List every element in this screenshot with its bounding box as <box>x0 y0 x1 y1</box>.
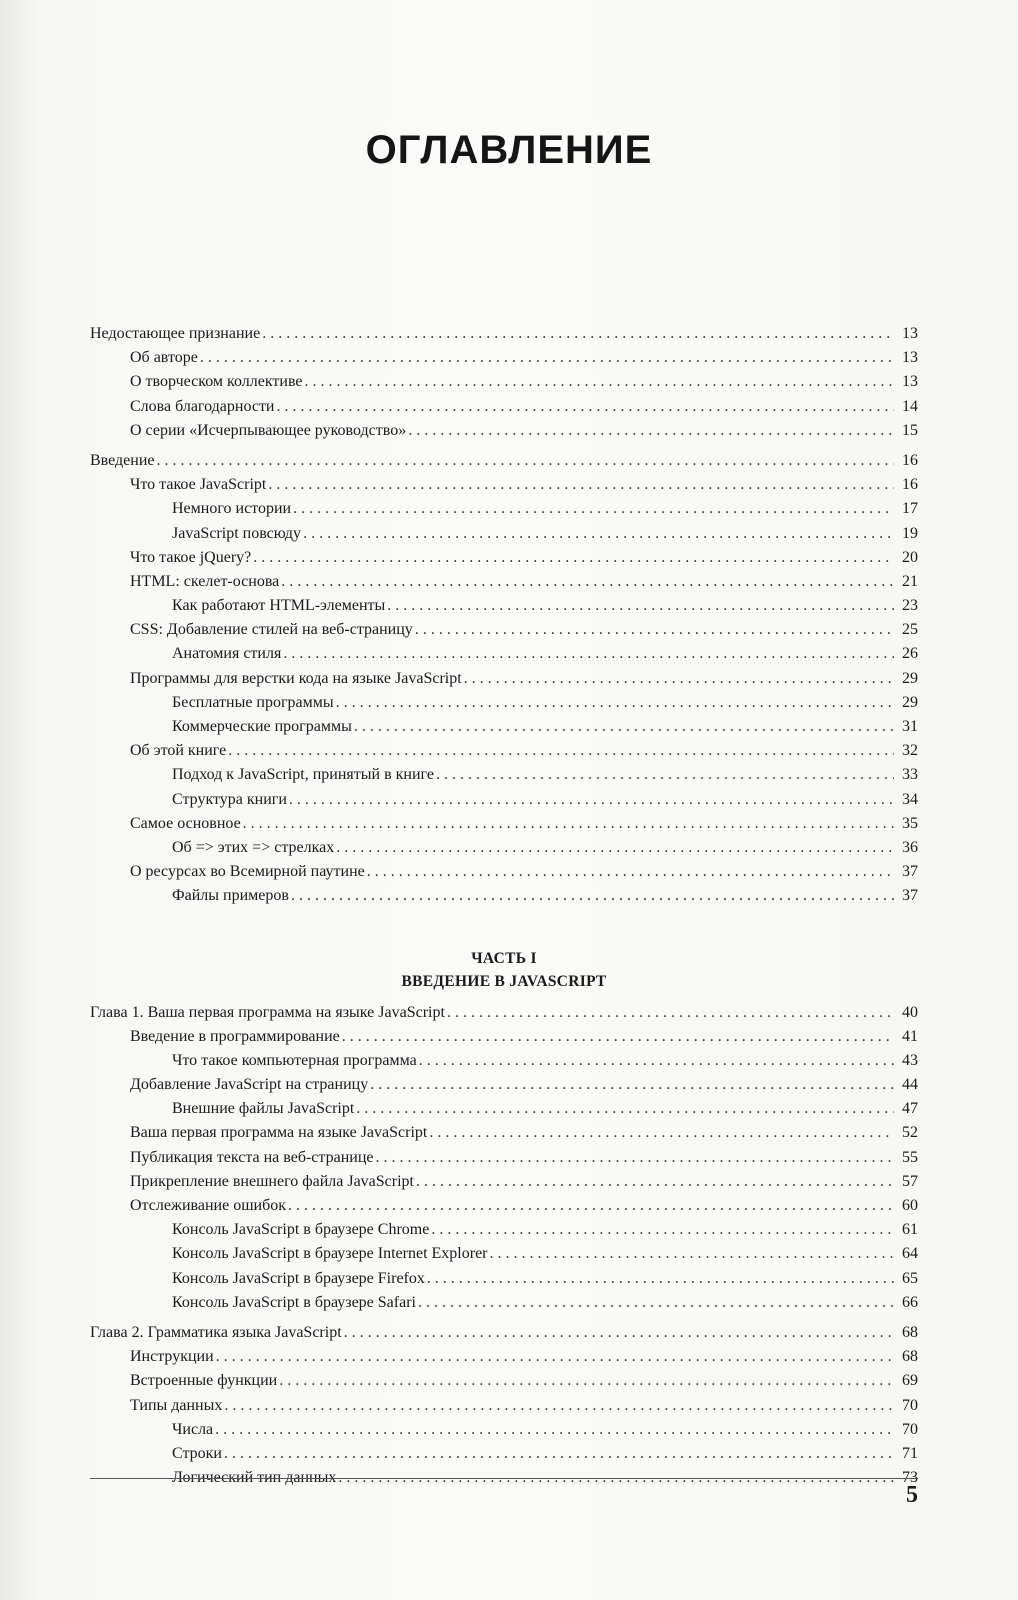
toc-entry[interactable] <box>90 836 918 860</box>
toc-entry-label: Введение в программирование <box>130 1027 340 1045</box>
toc-entry-page: 70 <box>902 1396 918 1414</box>
toc-leader-dots <box>429 1121 894 1145</box>
toc-entry[interactable] <box>90 812 918 836</box>
toc-entry[interactable] <box>90 1073 918 1097</box>
toc-entry-label: Прикрепление внешнего файла JavaScript <box>130 1172 414 1190</box>
toc-entry-page: 44 <box>902 1076 918 1094</box>
toc-entry[interactable] <box>90 1267 918 1291</box>
toc-entry[interactable] <box>90 1242 918 1266</box>
toc-entry[interactable] <box>90 322 918 346</box>
toc-entry-label: Встроенные функции <box>130 1372 278 1390</box>
toc-leader-dots <box>354 715 894 739</box>
toc-entry-label: Строки <box>172 1444 222 1462</box>
toc-entry-label: Немного истории <box>172 500 292 518</box>
toc-entry[interactable] <box>90 1049 918 1073</box>
toc-entry-page: 60 <box>902 1197 918 1214</box>
toc-entry-label: Числа <box>172 1420 214 1438</box>
toc-entry-page: 43 <box>902 1051 918 1069</box>
toc-entry[interactable] <box>90 1291 918 1315</box>
toc-entry-label: Об этой книге <box>130 742 227 760</box>
toc-leader-dots <box>305 370 894 394</box>
toc-entry-page: 19 <box>902 524 918 542</box>
toc-leader-dots <box>342 1025 894 1049</box>
toc-entry-label: О серии «Исчерпывающее руководство» <box>130 421 407 439</box>
toc-entry-page: 23 <box>902 597 918 615</box>
toc-leader-dots <box>344 1321 894 1345</box>
page-number: 5 <box>906 1482 918 1508</box>
toc-entry-page: 13 <box>902 373 918 391</box>
toc-entry[interactable] <box>90 1025 918 1049</box>
toc-entry-page: 13 <box>902 325 918 342</box>
toc-section-front-matter <box>90 322 918 443</box>
toc-entry[interactable] <box>90 667 918 691</box>
toc-leader-dots <box>157 449 895 473</box>
toc-entry-label: Недостающее признание <box>90 325 261 342</box>
toc-entry-page: 36 <box>902 838 918 856</box>
toc-leader-dots <box>356 1097 894 1121</box>
toc-entry-label: Инструкции <box>130 1348 214 1366</box>
toc-leader-dots <box>464 667 894 691</box>
toc-entry-page: 73 <box>902 1469 918 1487</box>
toc-entry-label: Подход к JavaScript, принятый в книге <box>172 766 434 784</box>
toc-entry[interactable] <box>90 346 918 370</box>
toc-entry-label: Слова благодарности <box>130 397 275 415</box>
toc-entry-label: CSS: Добавление стилей на веб-страницу <box>130 621 413 639</box>
toc-leader-dots <box>336 836 894 860</box>
footer-divider <box>90 1478 918 1479</box>
toc-entry-page: 40 <box>902 1003 918 1021</box>
toc-entry-page: 34 <box>902 790 918 808</box>
toc-leader-dots <box>277 395 895 419</box>
toc-entry-page: 21 <box>902 572 918 590</box>
toc-leader-dots <box>224 1394 894 1418</box>
toc-entry[interactable] <box>90 522 918 546</box>
toc-leader-dots <box>289 788 894 812</box>
toc-leader-dots <box>253 546 894 570</box>
toc-entry[interactable] <box>90 860 918 884</box>
toc-entry-label: Об => этих => стрелках <box>172 838 335 856</box>
toc-entry-label: HTML: скелет-основа <box>130 572 280 590</box>
toc-entry-label: Логический тип данных <box>172 1469 337 1487</box>
toc-entry-label: Консоль JavaScript в браузере Firefox <box>172 1269 425 1287</box>
toc-entry-page: 14 <box>902 397 918 415</box>
toc-leader-dots <box>200 346 894 370</box>
toc-entry-label: Публикация текста на веб-странице <box>130 1148 374 1166</box>
toc-entry-page: 32 <box>902 742 918 760</box>
toc-leader-dots <box>375 1146 894 1170</box>
toc-entry-label: Отслеживание ошибок <box>130 1197 287 1214</box>
toc-entry-label: Введение <box>90 451 155 469</box>
part-number: ЧАСТЬ I <box>471 949 537 967</box>
toc-entry[interactable] <box>90 497 918 521</box>
toc-entry[interactable] <box>90 1218 918 1242</box>
toc-entry-page: 64 <box>902 1245 918 1263</box>
toc-entry-label: Анатомия стиля <box>172 645 282 663</box>
toc-entry-page: 57 <box>902 1172 918 1190</box>
toc-entry-page: 68 <box>902 1348 918 1366</box>
toc-entry-page: 29 <box>902 669 918 687</box>
toc-leader-dots <box>224 1442 894 1466</box>
toc-entry-label: Структура книги <box>172 790 287 808</box>
toc-chapter-1 <box>90 1001 918 1315</box>
toc-entry-label: Об авторе <box>130 349 198 367</box>
toc-entry[interactable] <box>90 1345 918 1369</box>
toc-entry-page: 61 <box>902 1221 918 1239</box>
toc-entry[interactable] <box>90 570 918 594</box>
toc-entry-page: 20 <box>902 548 918 566</box>
toc-leader-dots <box>370 1073 894 1097</box>
toc-entry-page: 16 <box>902 476 918 494</box>
toc-leader-dots <box>283 642 894 666</box>
toc-entry-page: 31 <box>902 718 918 735</box>
toc-entry-page: 41 <box>902 1027 918 1045</box>
toc-entry-page: 37 <box>902 863 918 881</box>
toc-leader-dots <box>336 691 894 715</box>
toc-entry[interactable] <box>90 1369 918 1393</box>
toc-entry[interactable] <box>90 419 918 443</box>
toc-leader-dots <box>293 497 894 521</box>
toc-leader-dots <box>288 1194 894 1218</box>
toc-entry-label: Консоль JavaScript в браузере Safari <box>172 1293 416 1311</box>
toc-entry[interactable] <box>90 1394 918 1418</box>
toc-entry-page: 66 <box>902 1293 918 1311</box>
toc-entry-page: 70 <box>902 1420 918 1438</box>
toc-entry-label: О творческом коллективе <box>130 373 303 391</box>
toc-entry-page: 35 <box>902 814 918 832</box>
toc-entry[interactable] <box>90 370 918 394</box>
toc-entry-label: О ресурсах во Всемирной паутине <box>130 863 365 881</box>
toc-leader-dots <box>387 594 894 618</box>
toc-chapter-2 <box>90 1321 918 1490</box>
toc-entry[interactable] <box>90 594 918 618</box>
toc-entry[interactable] <box>90 763 918 787</box>
toc-entry-page: 52 <box>902 1124 918 1142</box>
toc-leader-dots <box>215 1418 894 1442</box>
toc-leader-dots <box>447 1001 894 1025</box>
toc-entry[interactable] <box>90 1321 918 1345</box>
toc-leader-dots <box>243 812 894 836</box>
toc-entry[interactable] <box>90 788 918 812</box>
toc-entry-page: 26 <box>902 645 918 663</box>
toc-entry-label: Файлы примеров <box>172 887 289 905</box>
toc-entry-label: Как работают HTML-элементы <box>172 597 386 615</box>
toc-entry-page: 37 <box>902 887 918 905</box>
toc-entry-label: Коммерческие программы <box>172 718 352 735</box>
toc-entry-page: 16 <box>902 451 918 469</box>
toc-leader-dots <box>418 1291 894 1315</box>
toc-entry[interactable] <box>90 449 918 473</box>
toc-entry-label: Консоль JavaScript в браузере Chrome <box>172 1221 430 1239</box>
toc-entry-page: 65 <box>902 1269 918 1287</box>
toc-leader-dots <box>436 763 894 787</box>
toc-entry-label: Бесплатные программы <box>172 693 334 711</box>
toc-entry-page: 17 <box>902 500 918 518</box>
toc-entry-page: 13 <box>902 349 918 367</box>
toc-leader-dots <box>490 1242 895 1266</box>
toc-entry-label: Самое основное <box>130 814 241 832</box>
toc-leader-dots <box>281 570 894 594</box>
toc-entry[interactable] <box>90 1442 918 1466</box>
toc-entry-label: Внешние файлы JavaScript <box>172 1100 355 1118</box>
toc-entry[interactable] <box>90 884 918 908</box>
toc-entry[interactable] <box>90 395 918 419</box>
toc-leader-dots <box>431 1218 894 1242</box>
toc-entry-page: 25 <box>902 621 918 639</box>
toc-entry-label: Что такое компьютерная программа <box>172 1051 417 1069</box>
toc-entry-label: Добавление JavaScript на страницу <box>130 1076 369 1094</box>
toc-leader-dots <box>415 618 894 642</box>
table-of-contents <box>90 322 918 1490</box>
toc-entry[interactable] <box>90 1121 918 1145</box>
toc-leader-dots <box>268 473 894 497</box>
toc-entry[interactable] <box>90 473 918 497</box>
toc-entry[interactable] <box>90 1097 918 1121</box>
toc-entry-page: 29 <box>902 693 918 711</box>
toc-entry-label: Глава 2. Грамматика языка JavaScript <box>90 1323 342 1341</box>
toc-entry-label: Типы данных <box>130 1396 223 1414</box>
toc-leader-dots <box>408 419 894 443</box>
toc-entry-label: Консоль JavaScript в браузере Internet Explorer <box>172 1245 488 1263</box>
toc-leader-dots <box>291 884 894 908</box>
toc-section-introduction <box>90 449 918 909</box>
toc-entry-page: 55 <box>902 1148 918 1166</box>
part-heading <box>90 947 918 993</box>
part-name: ВВЕДЕНИЕ В JAVASCRIPT <box>401 972 607 990</box>
toc-entry[interactable] <box>90 546 918 570</box>
toc-entry[interactable] <box>90 642 918 666</box>
toc-entry-page: 68 <box>902 1323 918 1341</box>
toc-entry[interactable] <box>90 618 918 642</box>
toc-entry-page: 15 <box>902 421 918 439</box>
toc-entry-page: 71 <box>902 1444 918 1462</box>
toc-entry[interactable] <box>90 1418 918 1442</box>
toc-entry[interactable] <box>90 715 918 739</box>
toc-entry-label: Глава 1. Ваша первая программа на языке JavaScript <box>90 1003 445 1021</box>
toc-entry-label: Что такое JavaScript <box>130 476 267 494</box>
toc-entry-label: Ваша первая программа на языке JavaScript <box>130 1124 428 1142</box>
toc-leader-dots <box>279 1369 894 1393</box>
toc-entry[interactable] <box>90 691 918 715</box>
toc-entry-page: 47 <box>902 1100 918 1118</box>
toc-entry[interactable] <box>90 739 918 763</box>
toc-leader-dots <box>416 1170 894 1194</box>
toc-leader-dots <box>262 322 894 346</box>
toc-entry-page: 33 <box>902 766 918 784</box>
toc-leader-dots <box>228 739 894 763</box>
toc-entry-label: JavaScript повсюду <box>172 524 302 542</box>
toc-leader-dots <box>427 1267 894 1291</box>
toc-leader-dots <box>419 1049 894 1073</box>
toc-entry[interactable] <box>90 1146 918 1170</box>
toc-entry[interactable] <box>90 1194 918 1218</box>
toc-entry[interactable] <box>90 1170 918 1194</box>
toc-entry-page: 69 <box>902 1372 918 1390</box>
toc-entry-label: Что такое jQuery? <box>130 548 252 566</box>
toc-leader-dots <box>367 860 894 884</box>
toc-leader-dots <box>216 1345 894 1369</box>
toc-entry-label: Программы для верстки кода на языке JavaScript <box>130 669 462 687</box>
page-title: ОГЛАВЛЕНИЕ <box>365 128 653 172</box>
toc-entry[interactable] <box>90 1001 918 1025</box>
toc-leader-dots <box>303 522 894 546</box>
